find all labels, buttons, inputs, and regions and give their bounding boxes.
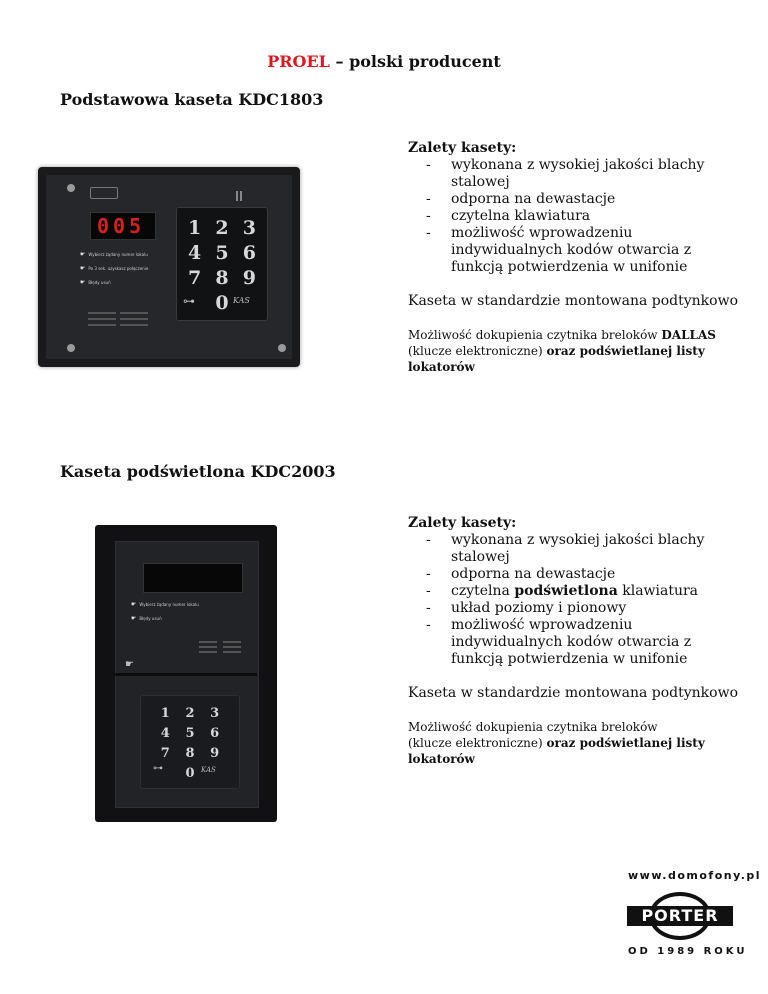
product-photo-kdc2003 [95, 525, 277, 822]
screw-icon [67, 184, 75, 192]
key: 7 [160, 746, 170, 761]
grille [120, 312, 148, 314]
key: 4 [188, 242, 202, 264]
grille [199, 651, 217, 653]
grille [120, 318, 148, 320]
list-item: - wykonana z wysokiej jakości blachy stalowej [426, 532, 705, 565]
reader-icon: ☛ [125, 659, 134, 670]
keypad-brand: KAS [233, 296, 250, 305]
screw-icon [278, 344, 286, 352]
standard-mounting-note: Kaseta w standardzie montowana podtynkowo [408, 685, 739, 701]
grille [223, 646, 241, 648]
key: 5 [185, 726, 195, 741]
key: 8 [215, 267, 229, 289]
keypad [176, 207, 268, 321]
title-rest: – polski producent [329, 52, 501, 71]
keypad-brand: KAS [201, 766, 216, 774]
list-item: - odporna na dewastacje [426, 191, 616, 207]
key: 9 [242, 267, 256, 289]
info-line: ☛ Wybierz żądany numer lokalu [80, 251, 148, 258]
key-fob-icon: ⊶ [183, 294, 195, 308]
grille [223, 651, 241, 653]
key: 2 [215, 217, 229, 239]
key: 4 [160, 726, 170, 741]
section-title-kdc2003: Kaseta podświetlona KDC2003 [60, 462, 336, 481]
grille [88, 324, 116, 326]
list-item: - możliwość wprowadzeniu indywidualnych kodów otwarcia z funkcją potwierdzenia w unifonie [426, 225, 692, 275]
logo-tagline: OD 1989 ROKU [628, 946, 748, 957]
arrow-icon: ☛ [80, 251, 86, 258]
option-note: Możliwość dokupienia czytnika breloków (klucze elektroniczne) oraz podświetlanej listy lokatorów [408, 720, 705, 766]
keypad [140, 695, 240, 789]
arrow-icon: ☛ [131, 615, 137, 622]
logo-name: PORTER [627, 906, 733, 926]
grille [120, 324, 148, 326]
list-item: - odporna na dewastacje [426, 566, 616, 582]
maker-badge-icon [90, 187, 118, 199]
brand-name: PROEL [267, 52, 330, 71]
panel-divider [115, 673, 257, 676]
grille [88, 312, 116, 314]
porter-logo [627, 892, 733, 942]
website-url: www.domofony.pl [628, 869, 762, 882]
grille [199, 641, 217, 643]
advantages-list [408, 532, 738, 668]
section-text-kdc1803 [408, 140, 738, 375]
grille [199, 646, 217, 648]
advantages-heading: Zalety kasety: [408, 140, 517, 156]
key: 5 [215, 242, 229, 264]
key: 0 [215, 292, 229, 314]
speaker-slot-icon [236, 191, 238, 201]
info-line: ☛ Wybierz żądany numer lokalu [131, 601, 199, 608]
arrow-icon: ☛ [80, 279, 86, 286]
key: 9 [210, 746, 220, 761]
key: 7 [188, 267, 202, 289]
key: 6 [210, 726, 220, 741]
list-item: - układ poziomy i pionowy [426, 600, 627, 616]
option-note: Możliwość dokupienia czytnika breloków DALLAS (klucze elektroniczne) oraz podświetlanej listy lokatorów [408, 328, 716, 374]
advantages-heading: Zalety kasety: [408, 515, 517, 531]
arrow-icon: ☛ [131, 601, 137, 608]
key-fob-icon: ⊶ [153, 763, 163, 774]
list-item: - czytelna podświetlona klawiatura [426, 583, 699, 599]
led-display [143, 563, 243, 593]
key: 3 [210, 706, 220, 721]
screw-icon [67, 344, 75, 352]
key: 3 [242, 217, 256, 239]
list-item: - możliwość wprowadzeniu indywidualnych kodów otwarcia z funkcją potwierdzenia w unifonie [426, 617, 692, 667]
grille [88, 318, 116, 320]
info-line: ☛ Błędy usuń [80, 279, 111, 286]
product-photo-kdc1803 [38, 167, 300, 367]
led-display [90, 212, 156, 240]
grille [223, 641, 241, 643]
standard-mounting-note: Kaseta w standardzie montowana podtynkowo [408, 293, 739, 309]
led-digits: 005 [97, 214, 146, 238]
info-line: ☛ Błędy usuń [131, 615, 162, 622]
list-item: - czytelna klawiatura [426, 208, 591, 224]
info-line: ☛ Po 3 sek. uzyskasz połączenie [80, 265, 149, 272]
section-text-kdc2003 [408, 515, 738, 767]
advantages-list [408, 157, 738, 276]
key: 2 [185, 706, 195, 721]
list-item: - wykonana z wysokiej jakości blachy stalowej [426, 157, 705, 190]
key: 0 [185, 766, 195, 781]
key: 6 [242, 242, 256, 264]
key: 1 [160, 706, 170, 721]
arrow-icon: ☛ [80, 265, 86, 272]
key: 8 [185, 746, 195, 761]
document-title [0, 52, 768, 71]
key: 1 [188, 217, 202, 239]
section-title-kdc1803: Podstawowa kaseta KDC1803 [60, 90, 324, 109]
